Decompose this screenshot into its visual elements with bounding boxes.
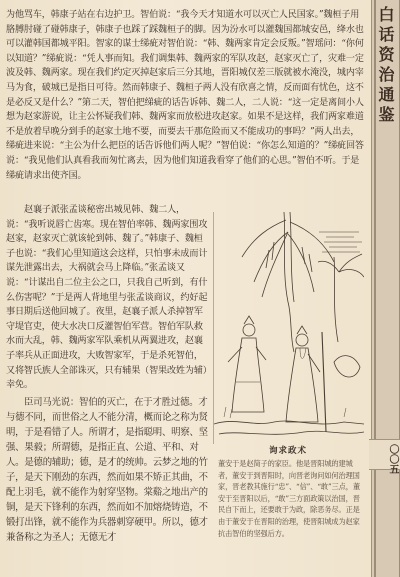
- wrapped-text-block: [6, 203, 208, 545]
- paragraph-1: 为他骂车，韩康子站在右边护卫。智伯说：“我今天才知道水可以灭亡人民国家。”魏桓子用胳膊肘碰了碰韩康子，韩康子也踩了踩魏桓子的脚。因为汾水可以灌魏国都城安邑，绛水也可以灌韩国都城平阳。智家的谋士绨疵对智伯说：“韩、魏两家肯定会反叛。”智瑶问：“你何以知道？”绨疵说：“凭人事而知。我们调集韩、魏两家的军队攻赵，赵家灭亡了，灾难一定波及韩、魏两家。现在我们约定灭掉赵家后三分其地，晋阳城仅差三版就被水淹没，城内宰马为食，破城已是指日可待。然而韩康子、魏桓子两人没有欣喜之情，反而面有忧色，这不是必反又是什么？”第二天，智伯把绨疵的话告诉韩、魏二人，二人说：“这一定是离间小人想为赵家游说，让主公怀疑我们韩、魏两家而放松进攻赵家。如果不是这样，我们两家难道不是放着早晚分到手的赵家土地不要，而要去干那危险而又不能成功的事吗？”两人出去，绨疵进来说：“主公为什么把臣的话告诉他们两人呢？”智伯说：“你怎么知道的？”绨疵回答说：“我见他们认真看我而匆忙离去，因为他们知道我看穿了他们的心思。”智伯不听。于是绨疵请求出使齐国。: [6, 10, 364, 181]
- commentary-text: 臣司马光说：智伯的灭亡，在于才胜过德。才与德不同，而世俗之人不能分清，概而论之称为贤明，于是看错了人。所谓才，是指聪明、明察、坚强、果毅；所谓德，是指正直、公道、平和、对人。是德的辅助；德，是才的统帅。云梦之地的竹子，是天下刚劲的东西，然而如果不矫正其曲，不配上羽毛，就不能作为射穿坚物。棠谿之地出产的铜，是天下锋利的东西，然而如不加熔烧铸造，不锻打出锋，就不能作为兵器刺穿硬甲。所以，德才兼备称之为圣人；无德无才: [6, 396, 208, 543]
- paragraph-2: 赵襄子派张孟谈秘密出城见韩、魏二人，说：“我听说唇亡齿寒。现在智伯率韩、魏两家围攻赵家，赵家灭亡就该轮到韩、魏了。”韩康子、魏桓子也说：“我们心里知道这会这样，只怕事未成而计谋先泄露出去，大祸就会马上降临。”张孟谈又说：“计谋出自二位主公之口，只我自己听到，有什么伤害呢？”于是两人背地里与张孟谈商议，约好起事日期后送他回城了。夜里，赵襄子派人杀掉智军守堤官吏，使大水决口反灌智伯军营。智伯军队救水而大乱，韩、魏两家军队乘机从两翼进攻，赵襄子率兵从正面进攻，大败智家军，于是杀死智伯，又将智氏族人全部诛灭，只有辅果（智果改姓为辅）幸免。: [6, 205, 208, 391]
- book-title: 白话资治通鉴: [376, 6, 395, 126]
- commentary-block: [6, 395, 208, 545]
- page-number: 〇〇五: [387, 444, 398, 474]
- main-text-block: [6, 8, 368, 183]
- illustration-caption: 询求政术: [268, 446, 307, 456]
- scholars-illustration: [214, 212, 364, 444]
- illustration: [213, 212, 364, 444]
- illustration-note: 董安于是赵简子的家臣。他是晋阳城的建城者，董安于到晋阳时，向晋老询问如何治理国家，晋老教其施行“忠”、“信”、“敢”三点，董安于至晋阳以后，“敢”三方面政策以治国，晋民自下而上，还要敢于为政，除恶务尽。正是由于董安于在晋阳的治理，使晋阳城成为赵家抗击智伯的坚强后方。: [218, 459, 360, 538]
